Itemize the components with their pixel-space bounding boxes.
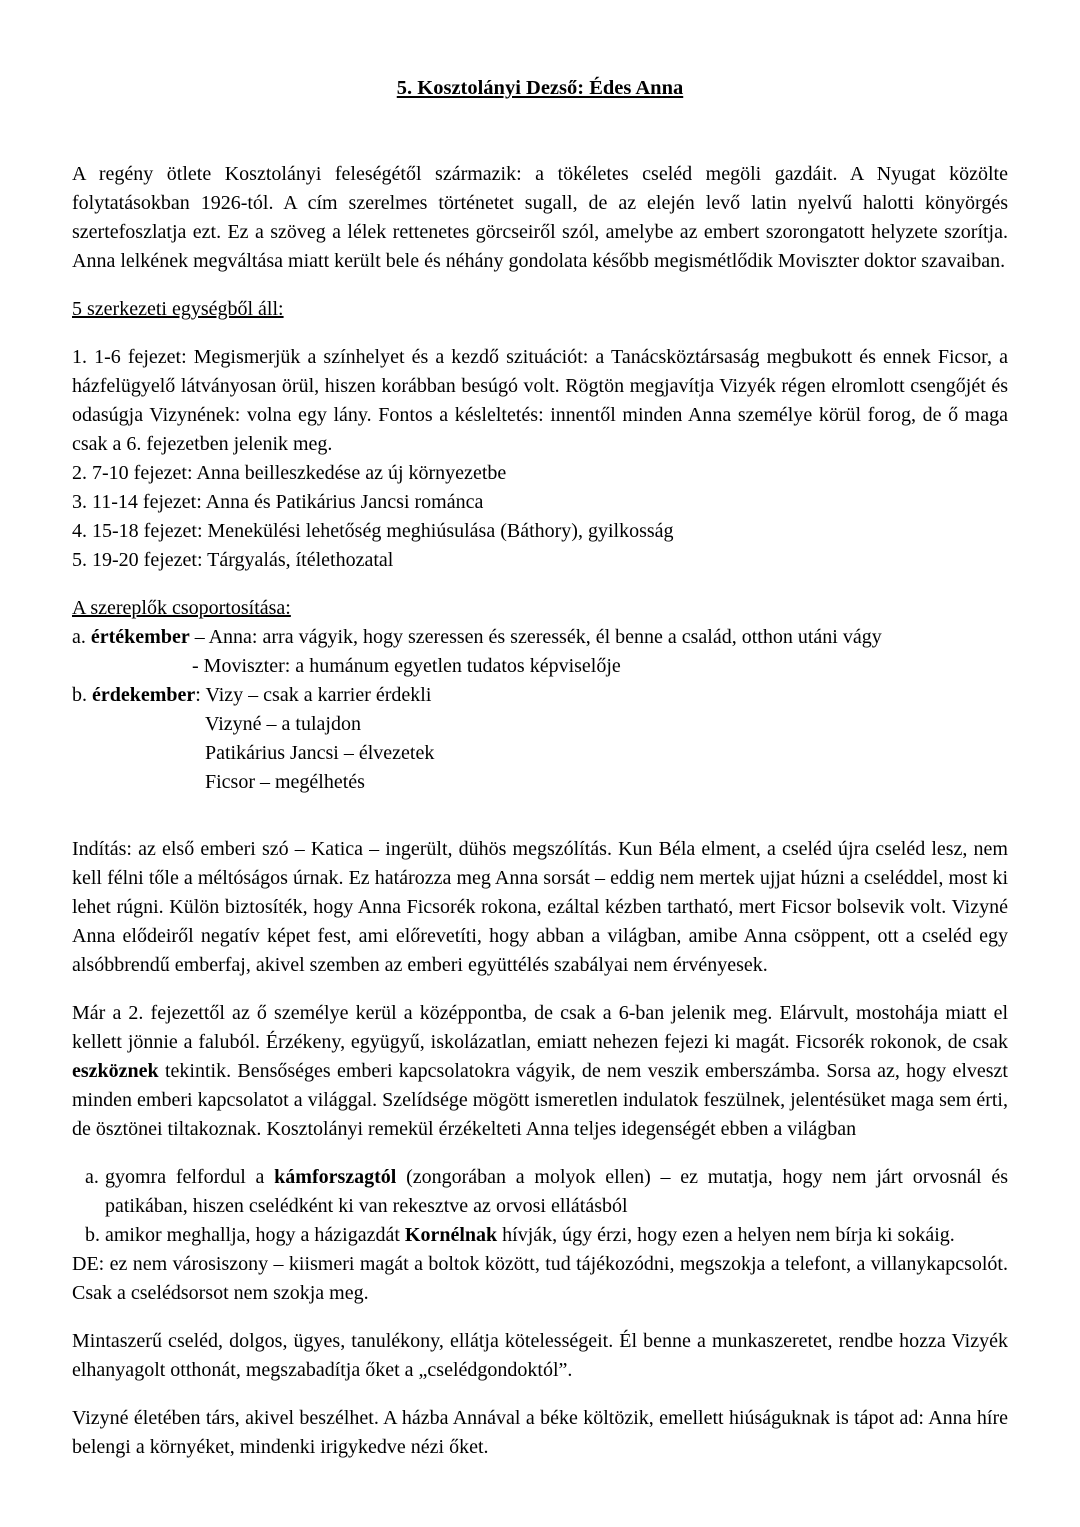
character-line-erdekember: b. érdekember: Vizy – csak a karrier érdekli: [72, 684, 432, 706]
intro-paragraph: A regény ötlete Kosztolányi feleségétől származik: a tökéletes cseléd megöli gazdáit. A Nyugat közölte folytatásokban 1926-tól. A cím szerelmes történetet sugall, de az elején levő latin nyelvű halotti könyörgés szertefoszlatja ezt. Ez a szöveg a lélek rettenetes görcseiről szól, amelybe az embert szorongatott helyzete szorítja. Anna lelkének megváltása miatt került bele és néhány gondolata később megismétlődik Moviszter doktor szavaiban.: [72, 163, 1008, 272]
character-line-vizyne: Vizyné – a tulajdon: [205, 713, 361, 735]
mintaszeru-paragraph: Mintaszerű cseléd, dolgos, ügyes, tanulékony, ellátja kötelességeit. Él benne a munkaszeretet, rendbe hozza Vizyék elhanyagolt otthonát, megszabadítja őket a „cselédgondoktól”.: [72, 1330, 1008, 1381]
list-marker: a.: [85, 1166, 99, 1188]
character-line-ertekember: a. értékember – Anna: arra vágyik, hogy szeressen és szeressék, él benne a család, otthon utáni vágy: [72, 626, 882, 648]
structure-item: 2. 7-10 fejezet: Anna beilleszkedése az új környezetbe: [72, 462, 507, 484]
character-line-moviszter: - Moviszter: a humánum egyetlen tudatos képviselője: [192, 655, 621, 677]
list-item: [72, 1221, 1008, 1250]
inditas-paragraph: Indítás: az első emberi szó – Katica – ingerült, dühös megszólítás. Kun Béla elment, a cseléd újra cseléd lesz, nem kell félni tőle a méltóságos úrnak. Ez határozza meg Anna sorsát – eddig nem mertek ujjat húzni a cseléddel, most ki lehet rúgni. Külön biztosíték, hogy Anna Ficsorék rokona, ezáltal kézben tartható, mert Ficsor bolsevik volt. Vizyné Anna elődeiről negatív képet fest, ami előrevetíti, hogy abban a világban, amibe Anna csöppent, ott a cseléd egy alsóbbrendű emberfaj, akivel szemben az emberi együttélés szabályai nem érvényesek.: [72, 838, 1008, 976]
structure-item: 5. 19-20 fejezet: Tárgyalás, ítélethozatal: [72, 549, 394, 571]
list-item: [72, 1163, 1008, 1221]
list-item-text: amikor meghallja, hogy a házigazdát Kornélnak hívják, úgy érzi, hogy ezen a helyen nem bírja ki sokáig.: [105, 1224, 955, 1246]
list-item-text: gyomra felfordul a kámforszagtól (zongorában a molyok ellen) – ez mutatja, hogy nem járt orvosnál és patikában, hiszen cselédként ki van rekesztve az orvosi ellátásból: [105, 1166, 1008, 1217]
symptoms-list: [72, 1163, 1008, 1250]
structure-item: 4. 15-18 fejezet: Menekülési lehetőség meghiúsulása (Báthory), gyilkosság: [72, 520, 674, 542]
structure-item: 3. 11-14 fejezet: Anna és Patikárius Jancsi románca: [72, 491, 484, 513]
character-line-patikarius: Patikárius Jancsi – élvezetek: [205, 742, 435, 764]
list-marker: b.: [85, 1224, 100, 1246]
structure-heading: 5 szerkezeti egységből áll:: [72, 298, 284, 320]
de-paragraph: DE: ez nem városiszony – kiismeri magát a boltok között, tud tájékozódni, megszokja a telefont, a villanykapcsolót. Csak a cselédsorsot nem szokja meg.: [72, 1253, 1008, 1304]
characters-list: [72, 623, 1008, 797]
vizyne-paragraph: Vizyné életében társ, akivel beszélhet. A házba Annával a béke költözik, emellett hiúságuknak is tápot ad: Anna híre belengi a környéket, mindenki irigykedve nézi őket.: [72, 1407, 1008, 1458]
structure-item: 1. 1-6 fejezet: Megismerjük a színhelyet és a kezdő szituációt: a Tanácsköztársaság megbukott és ennek Ficsor, a házfelügyelő látványosan örül, hiszen korábban besúgó volt. Rögtön megjavítja Vizyék régen elromlott csengőjét és odasúgja Vizynének: volna egy lány. Fontos a késleltetés: innentől minden Anna személye körül forog, de ő maga csak a 6. fejezetben jelenik meg.: [72, 346, 1008, 455]
anna-character-paragraph: Már a 2. fejezettől az ő személye kerül a középpontba, de csak a 6-ban jelenik meg. Elárvult, mostohája miatt el kellett jönnie a faluból. Érzékeny, együgyű, iskolázatlan, emiatt nehezen fejezi ki magát. Ficsorék rokonok, de csak eszköznek tekintik. Bensőséges emberi kapcsolatokra vágyik, de nem veszik emberszámba. Sorsa az, hogy elveszt minden emberi kapcsolatot a világgal. Szelídsége mögött ismeretlen indulatok feszülnek, jelentésüket maga sem érti, de ösztönei tiltakoznak. Kosztolányi remekül érzékelteti Anna teljes idegenségét ebben a világban: [72, 1002, 1008, 1140]
character-line-ficsor: Ficsor – megélhetés: [205, 771, 365, 793]
structure-list: [72, 343, 1008, 575]
page-title: 5. Kosztolányi Dezső: Édes Anna: [396, 77, 684, 99]
characters-heading: A szereplők csoportosítása:: [72, 597, 291, 619]
